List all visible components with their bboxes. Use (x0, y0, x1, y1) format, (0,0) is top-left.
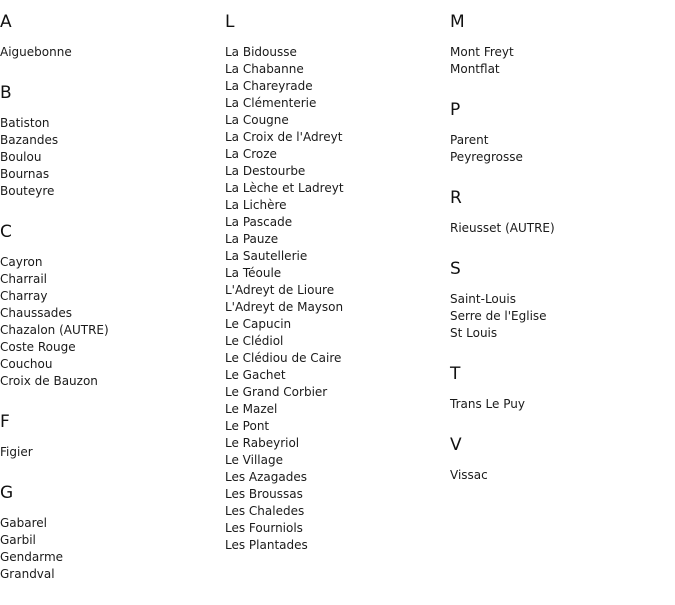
place-link-le-rabeyriol[interactable]: Le Rabeyriol (225, 436, 300, 450)
place-link-charrail[interactable]: Charrail (0, 272, 48, 286)
letter-group-v (450, 435, 670, 484)
place-link-garbil[interactable]: Garbil (0, 533, 36, 547)
place-item (0, 549, 220, 566)
letter-group-b (0, 83, 220, 200)
place-list (0, 254, 220, 390)
place-link-la-teoule[interactable]: La Téoule (225, 266, 282, 280)
place-item (225, 469, 445, 486)
place-link-la-croix-de-l-adreyt[interactable]: La Croix de l'Adreyt (225, 130, 343, 144)
place-item (225, 231, 445, 248)
place-link-charray[interactable]: Charray (0, 289, 48, 303)
place-item (225, 282, 445, 299)
place-link-la-pauze[interactable]: La Pauze (225, 232, 279, 246)
place-item (0, 305, 220, 322)
place-item (0, 44, 220, 61)
place-link-montflat[interactable]: Montflat (450, 62, 500, 76)
place-list (0, 515, 220, 583)
place-item (0, 271, 220, 288)
place-item (0, 356, 220, 373)
place-link-la-croze[interactable]: La Croze (225, 147, 277, 161)
place-list (225, 44, 445, 554)
letter-group-t (450, 364, 670, 413)
place-item (450, 325, 670, 342)
place-link-mont-freyt[interactable]: Mont Freyt (450, 45, 514, 59)
place-link-figier[interactable]: Figier (0, 445, 33, 459)
place-list (450, 44, 670, 78)
place-list (450, 467, 670, 484)
place-link-la-sautellerie[interactable]: La Sautellerie (225, 249, 308, 263)
place-item (450, 308, 670, 325)
place-link-coste-rouge[interactable]: Coste Rouge (0, 340, 76, 354)
place-link-la-cougne[interactable]: La Cougne (225, 113, 289, 127)
place-item (225, 401, 445, 418)
place-item (225, 537, 445, 554)
place-link-le-capucin[interactable]: Le Capucin (225, 317, 292, 331)
place-link-le-pont[interactable]: Le Pont (225, 419, 270, 433)
letter-heading: S (450, 259, 461, 279)
place-item (450, 467, 670, 484)
place-item (0, 444, 220, 461)
place-link-trans-le-puy[interactable]: Trans Le Puy (450, 397, 525, 411)
letter-group-s (450, 259, 670, 342)
letter-group-l (225, 12, 445, 554)
place-link-chaussades[interactable]: Chaussades (0, 306, 73, 320)
place-item (225, 452, 445, 469)
place-link-bouteyre[interactable]: Bouteyre (0, 184, 55, 198)
place-link-l-adreyt-de-lioure[interactable]: L'Adreyt de Lioure (225, 283, 335, 297)
place-link-le-gachet[interactable]: Le Gachet (225, 368, 286, 382)
place-item (225, 214, 445, 231)
place-item (0, 322, 220, 339)
letter-group-a (0, 12, 220, 61)
place-link-la-leche-et-ladreyt[interactable]: La Lèche et Ladreyt (225, 181, 344, 195)
place-item (0, 183, 220, 200)
letter-group-m (450, 12, 670, 78)
place-link-rieusset-autre[interactable]: Rieusset (AUTRE) (450, 221, 555, 235)
place-item (225, 418, 445, 435)
place-item (225, 299, 445, 316)
place-link-couchou[interactable]: Couchou (0, 357, 53, 371)
place-item (0, 288, 220, 305)
letter-heading: V (450, 435, 462, 455)
place-item (450, 291, 670, 308)
place-list (450, 291, 670, 342)
place-link-la-chabanne[interactable]: La Chabanne (225, 62, 304, 76)
place-item (450, 149, 670, 166)
letter-heading: P (450, 100, 461, 120)
place-item (225, 503, 445, 520)
place-link-grandval[interactable]: Grandval (0, 567, 55, 581)
place-link-la-bidousse[interactable]: La Bidousse (225, 45, 297, 59)
place-item (0, 339, 220, 356)
place-item (225, 384, 445, 401)
place-link-boulou[interactable]: Boulou (0, 150, 42, 164)
place-item (225, 316, 445, 333)
place-item (450, 44, 670, 61)
place-link-gendarme[interactable]: Gendarme (0, 550, 64, 564)
place-link-peyregrosse[interactable]: Peyregrosse (450, 150, 523, 164)
place-link-saint-louis[interactable]: Saint-Louis (450, 292, 516, 306)
place-link-les-chaledes[interactable]: Les Chaledes (225, 504, 305, 518)
letter-heading: B (0, 83, 12, 103)
letter-heading: L (225, 12, 235, 32)
place-item (0, 254, 220, 271)
place-link-la-lichere[interactable]: La Lichère (225, 198, 287, 212)
place-link-parent[interactable]: Parent (450, 133, 489, 147)
index-column-3 (450, 12, 670, 506)
place-list (450, 220, 670, 237)
place-link-st-louis[interactable]: St Louis (450, 326, 498, 340)
place-item (0, 566, 220, 583)
place-item (225, 520, 445, 537)
letter-group-g (0, 483, 220, 583)
place-item (225, 180, 445, 197)
place-item (225, 350, 445, 367)
place-link-serre-de-l-eglise[interactable]: Serre de l'Eglise (450, 309, 547, 323)
place-list (450, 132, 670, 166)
place-link-le-village[interactable]: Le Village (225, 453, 283, 467)
place-item (225, 435, 445, 452)
place-link-la-pascade[interactable]: La Pascade (225, 215, 293, 229)
place-item (225, 44, 445, 61)
place-list (0, 444, 220, 461)
place-link-le-grand-corbier[interactable]: Le Grand Corbier (225, 385, 328, 399)
place-item (0, 515, 220, 532)
place-link-le-clediou-de-caire[interactable]: Le Clédiou de Caire (225, 351, 342, 365)
letter-heading: C (0, 222, 12, 242)
index-column-2 (225, 12, 445, 576)
place-item (0, 373, 220, 390)
letter-heading: F (0, 412, 10, 432)
place-item (225, 163, 445, 180)
place-item (450, 61, 670, 78)
place-list (0, 115, 220, 200)
place-item (450, 132, 670, 149)
place-link-chazalon-autre[interactable]: Chazalon (AUTRE) (0, 323, 109, 337)
place-link-croix-de-bauzon[interactable]: Croix de Bauzon (0, 374, 98, 388)
place-link-les-broussas[interactable]: Les Broussas (225, 487, 303, 501)
place-item (0, 166, 220, 183)
place-item (450, 396, 670, 413)
place-link-les-plantades[interactable]: Les Plantades (225, 538, 308, 552)
place-link-vissac[interactable]: Vissac (450, 468, 488, 482)
place-list (450, 396, 670, 413)
place-link-batiston[interactable]: Batiston (0, 116, 50, 130)
place-item (225, 333, 445, 350)
letter-group-c (0, 222, 220, 390)
letter-group-p (450, 100, 670, 166)
place-item (225, 265, 445, 282)
place-item (225, 197, 445, 214)
letter-heading: A (0, 12, 12, 32)
place-link-bournas[interactable]: Bournas (0, 167, 50, 181)
letter-heading: M (450, 12, 465, 32)
place-item (450, 220, 670, 237)
place-link-la-chareyrade[interactable]: La Chareyrade (225, 79, 313, 93)
letter-group-f (0, 412, 220, 461)
place-item (225, 146, 445, 163)
place-item (225, 61, 445, 78)
place-item (225, 129, 445, 146)
letter-group-r (450, 188, 670, 237)
letter-heading: G (0, 483, 14, 503)
place-item (225, 367, 445, 384)
place-link-bazandes[interactable]: Bazandes (0, 133, 59, 147)
place-item (225, 95, 445, 112)
place-item (225, 486, 445, 503)
place-link-gabarel[interactable]: Gabarel (0, 516, 48, 530)
place-item (225, 248, 445, 265)
place-item (0, 532, 220, 549)
letter-heading: T (450, 364, 461, 384)
index-column-1 (0, 12, 220, 605)
place-item (0, 115, 220, 132)
place-link-les-azagades[interactable]: Les Azagades (225, 470, 308, 484)
place-item (225, 112, 445, 129)
place-link-le-clediol[interactable]: Le Clédiol (225, 334, 284, 348)
place-item (225, 78, 445, 95)
place-link-la-clementerie[interactable]: La Clémenterie (225, 96, 317, 110)
place-link-cayron[interactable]: Cayron (0, 255, 43, 269)
place-item (0, 149, 220, 166)
letter-heading: R (450, 188, 462, 208)
place-link-le-mazel[interactable]: Le Mazel (225, 402, 278, 416)
place-link-les-fourniols[interactable]: Les Fourniols (225, 521, 303, 535)
place-link-l-adreyt-de-mayson[interactable]: L'Adreyt de Mayson (225, 300, 344, 314)
place-link-la-destourbe[interactable]: La Destourbe (225, 164, 306, 178)
place-link-aiguebonne[interactable]: Aiguebonne (0, 45, 72, 59)
place-item (0, 132, 220, 149)
place-list (0, 44, 220, 61)
